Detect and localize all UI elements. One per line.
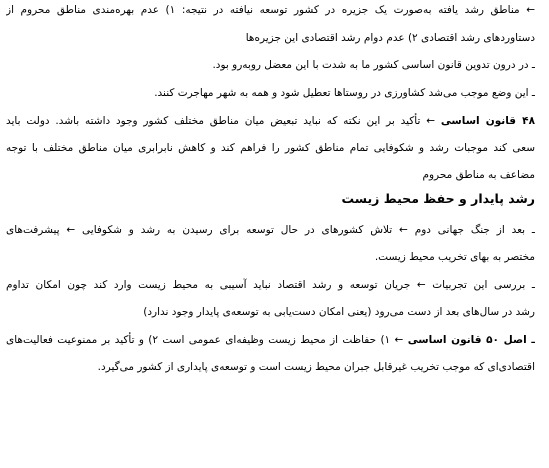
paragraph-line-9 [6, 249, 535, 265]
line-text: ← مناطق رشد یافته به‌صورت یک جزیره در کشور توسعه نیافته در نتیجه: ۱) عدم بهره‌مندی مناطق محروم از [6, 4, 535, 16]
line-text: ← ۱) حفاظت از محیط زیست وظیفه‌ای عمومی است ۲) و تأکید بر ممنوعیت فعالیت‌های [6, 334, 408, 346]
section-heading: رشد پایدار و حفظ محیط زیست [341, 191, 535, 206]
paragraph-line-2 [6, 30, 535, 46]
line-text: دستاوردهای رشد اقتصادی ۲) عدم دوام رشد اقتصادی این جزیره‌ها [245, 32, 535, 44]
paragraph-line-12 [6, 332, 535, 348]
line-text: مضاعف به مناطق محروم [422, 169, 535, 181]
paragraph-line-6 [6, 140, 535, 156]
line-text: مختصر به بهای تخریب محیط زیست. [374, 251, 535, 263]
line-text: رشد در سال‌های بعد از دست می‌رود (یعنی امکان دست‌یابی به توسعه‌ی پایدار وجود ندارد) [143, 306, 535, 318]
paragraph-line-3 [6, 57, 535, 73]
line-text: ـ در درون تدوین قانون اساسی کشور ما به شدت با این معضل روبه‌رو بود. [212, 59, 535, 71]
paragraph-line-7 [6, 167, 535, 183]
line-text: ـ این وضع موجب می‌شد کشاورزی در روستاها تعطیل شود و همه به شهر مهاجرت کنند. [154, 87, 535, 99]
paragraph-line-13 [6, 359, 535, 375]
line-text: سعی کند موجبات رشد و شکوفایی تمام مناطق کشور را فراهم کند و کاهش نابرابری میان مناطق مختلف با توجه [6, 142, 535, 154]
line-text: اقتصادی‌ای که موجب تخریب غیرقابل جبران محیط زیست است و توسعه‌ی پایداری از کشور می‌گیرد. [97, 361, 535, 373]
article-reference: ۴۸ قانون اساسی [440, 115, 535, 127]
line-text: ـ بعد از جنگ جهانی دوم ← تلاش کشورهای در حال توسعه برای رسیدن به رشد و شکوفایی ← پیشرفت‌های [6, 224, 535, 236]
paragraph-line-10 [6, 277, 535, 293]
article-reference: ـ اصل ۵۰ قانون اساسی [407, 334, 535, 346]
paragraph-line-1 [6, 2, 535, 18]
paragraph-line-5 [6, 113, 535, 129]
paragraph-line-4 [6, 85, 535, 101]
line-text: ـ بررسی این تجربیات ← جریان توسعه و رشد اقتصاد نباید آسیبی به محیط زیست وارد کند چون امکان تداوم [6, 279, 535, 291]
line-text: ← تأکید بر این نکته که نباید تبعیض میان مناطق مختلف کشور وجود داشته باشد. دولت باید [6, 115, 441, 127]
paragraph-line-11 [6, 304, 535, 320]
paragraph-line-8 [6, 222, 535, 238]
